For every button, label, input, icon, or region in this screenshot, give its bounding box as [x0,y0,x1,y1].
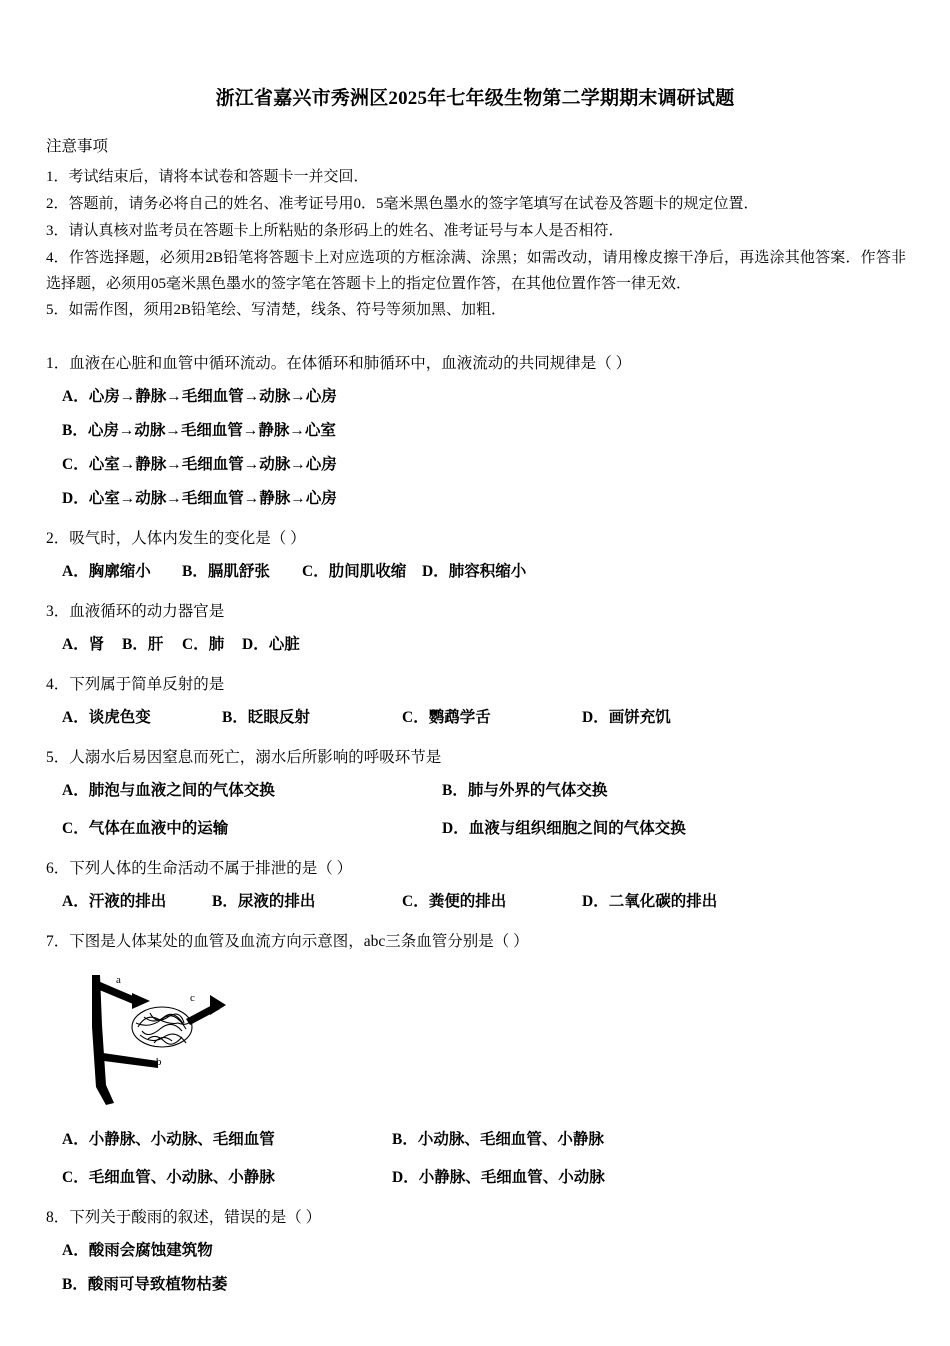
question-3 [44,598,906,659]
option-c[interactable]: C．肋间肌收缩 [302,562,407,580]
question-stem [46,350,906,377]
option-list [62,631,906,659]
option-c[interactable]: C．鹦鹉学舌 [402,709,491,727]
figure-label-b: b [156,1055,162,1068]
option-list [62,383,906,513]
question-1 [44,350,906,513]
question-5 [44,744,906,843]
option-b[interactable]: B．肺与外界的气体交换 [442,782,608,800]
option-a[interactable]: A．谈虎色变 [62,709,151,727]
question-number: 5． [46,748,70,766]
question-number: 4． [46,675,70,693]
notice-item: 4．作答选择题，必须用2B铅笔将答题卡上对应选项的方框涂满、涂黑；如需改动，请用橡皮擦干净后，再选涂其他答案．作答非选择题，必须用05毫米黑色墨水的签字笔在答题卡上的指定位置作答，在其他位置作答一律无效． [46,249,906,292]
option-d[interactable]: D．心室→动脉→毛细血管→静脉→心房 [62,489,337,507]
notice-item: 3．请认真核对监考员在答题卡上所粘贴的条形码上的姓名、准考证号与本人是否相符． [46,222,624,239]
page-title: 浙江省嘉兴市秀洲区2025年七年级生物第二学期期末调研试题 [215,88,735,109]
question-stem [46,928,906,955]
question-text: 下图是人体某处的血管及血流方向示意图，abc三条血管分别是（ ） [69,932,529,950]
question-text: 血液循环的动力器官是 [69,602,225,620]
blood-vessel-diagram [70,965,906,1120]
question-text: 下列人体的生命活动不属于排泄的是（ ） [69,859,353,877]
question-6 [44,855,906,916]
question-stem [46,525,906,552]
question-text: 下列关于酸雨的叙述，错误的是（ ） [69,1208,322,1226]
question-2 [44,525,906,586]
option-list [62,1126,906,1192]
option-b[interactable]: B．肝 [122,636,164,653]
option-b[interactable]: B．尿液的排出 [212,892,316,910]
option-b[interactable]: B．小动脉、毛细血管、小静脉 [392,1130,604,1148]
option-list [62,1237,906,1299]
option-c[interactable]: C．毛细血管、小动脉、小静脉 [62,1168,275,1186]
option-a[interactable]: A．汗液的排出 [62,892,167,910]
question-number: 7． [46,932,70,950]
question-text: 血液在心脏和血管中循环流动。在体循环和肺循环中，血液流动的共同规律是（ ） [69,355,632,373]
option-d[interactable]: D．小静脉、毛细血管、小动脉 [392,1168,605,1186]
option-b[interactable]: B．眨眼反射 [222,709,310,727]
option-a[interactable]: A．酸雨会腐蚀建筑物 [62,1241,213,1259]
option-a[interactable]: A．肺泡与血液之间的气体交换 [62,782,275,800]
notice-heading: 注意事项 [46,137,109,155]
question-stem [46,855,906,882]
option-c[interactable]: C．粪便的排出 [402,892,507,910]
option-b[interactable]: B．心房→动脉→毛细血管→静脉→心室 [62,422,336,440]
question-8 [44,1204,906,1299]
notice-list [46,165,906,324]
option-a[interactable]: A．心房→静脉→毛细血管→动脉→心房 [62,388,337,406]
option-c[interactable]: C．肺 [182,636,225,653]
option-b[interactable]: B．酸雨可导致植物枯萎 [62,1275,228,1293]
question-stem [46,1204,906,1231]
notice-item: 1．考试结束后，请将本试卷和答题卡一并交回． [46,169,369,186]
question-4 [44,671,906,732]
option-list [62,558,906,586]
option-a[interactable]: A．胸廓缩小 [62,562,151,580]
option-d[interactable]: D．心脏 [242,636,300,653]
figure-label-a: a [116,973,121,986]
option-d[interactable]: D．血液与组织细胞之间的气体交换 [442,819,686,837]
question-stem [46,671,906,698]
option-list [62,888,906,916]
question-stem [46,598,906,625]
option-a[interactable]: A．小静脉、小动脉、毛细血管 [62,1130,275,1148]
question-number: 1． [46,355,70,373]
option-list [62,777,906,843]
question-text: 下列属于简单反射的是 [69,675,225,693]
question-7 [44,928,906,1192]
option-c[interactable]: C．气体在血液中的运输 [62,819,229,837]
option-d[interactable]: D．画饼充饥 [582,709,671,727]
option-d[interactable]: D．二氧化碳的排出 [582,892,718,910]
question-number: 2． [46,529,70,547]
option-b[interactable]: B．膈肌舒张 [182,562,270,580]
question-number: 3． [46,602,70,620]
question-text: 吸气时，人体内发生的变化是（ ） [69,529,306,547]
notice-item: 5．如需作图，须用2B铅笔绘、写清楚，线条、符号等须加黑、加粗． [46,302,507,319]
option-a[interactable]: A．肾 [62,636,105,653]
question-text: 人溺水后易因窒息而死亡，溺水后所影响的呼吸环节是 [69,748,442,766]
option-list [62,704,906,732]
figure-label-c: c [190,991,195,1004]
question-stem [46,744,906,771]
question-number: 6． [46,859,70,877]
option-d[interactable]: D．肺容积缩小 [422,562,527,580]
option-c[interactable]: C．心室→静脉→毛细血管→动脉→心房 [62,456,337,474]
notice-item: 2．答题前，请务必将自己的姓名、准考证号用0．5毫米黑色墨水的签字笔填写在试卷及答题卡的规定位置． [46,196,759,213]
question-number: 8． [46,1208,70,1226]
blood-vessel-figure [70,965,230,1115]
